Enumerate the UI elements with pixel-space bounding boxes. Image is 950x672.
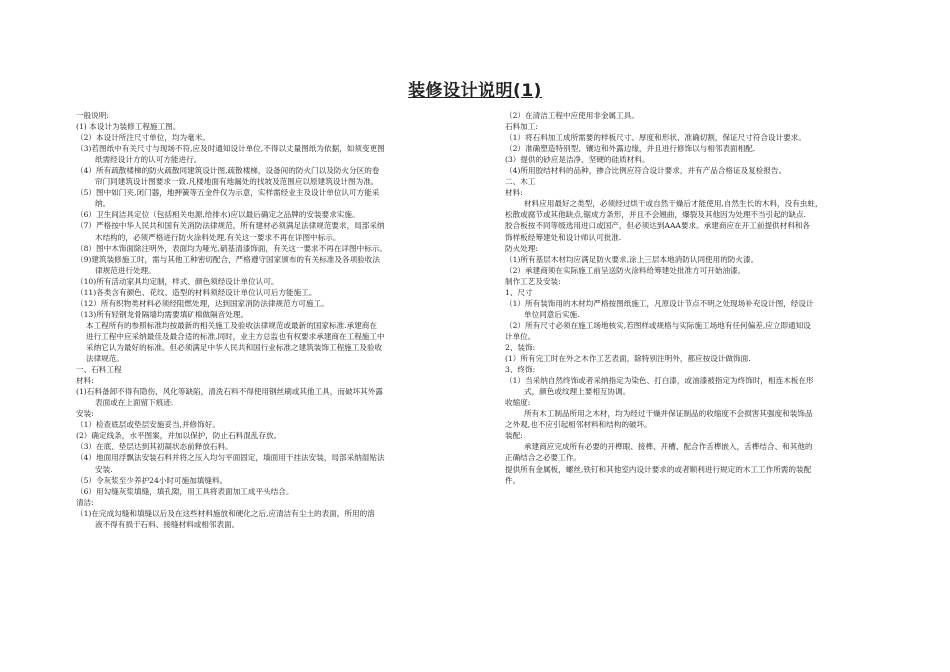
text-line: (1)石料备卸不得有隐伤，风化等缺陷，清洗石料不得使用钢丝刷或其他工具，而破坏其外露 (76, 387, 383, 397)
text-line: （1）将石料加工成所需要的样板尺寸、厚度和形状、准确切割，保证尺寸符合设计要求。 (505, 133, 806, 143)
text-line: （4）所有疏散楼梯的防火疏散同建筑设计图,疏散楼梯，设备间的防火门以及防火分区的卷 (76, 166, 380, 176)
text-line: （3）在底、垫层达到其初凝状态前释放石料。 (76, 442, 233, 452)
text-line: （2）承建商须在实际施工前呈送防火涂料给筹建处批准方可开始油漆。 (505, 265, 746, 275)
text-line: 所有木工制品所用之木材，均为经过干燥并保证制品的收缩度不会损害其强度和装饰品 (524, 409, 813, 419)
text-line: 单位同意后实施. (524, 309, 580, 319)
text-line: （2）准确塑造特别型、镶边和外露边缘，并且进行修饰以与相邻表面相配. (505, 144, 756, 154)
text-line: 材料应用最好之类型，必须经过烘干或自然干燥后才能使用,自然生长的木料，没有虫蛀， (524, 199, 823, 209)
text-line: （3)若图纸中有关尺寸与现场不符,应及时通知设计单位,不得以丈量图纸为依据，如须变更图 (76, 144, 385, 154)
text-line: 松散或腐节或其他缺点,锯成方条形，并且不会翘曲，爆裂及其他因为处理不当引起的缺点. (505, 210, 806, 220)
text-line: 采纳它认为最好的标准。但必须满足中华人民共和国行业标准之建筑装饰工程施工及验收 (86, 342, 383, 352)
document-title: 装修设计说明(1) (408, 81, 542, 101)
text-line: 进行工程中应采纳最佳及最合适的标准,同时，业主方总监也有权要求承建商在工程施工中 (86, 331, 385, 341)
text-line: （13)所有轻钢龙骨隔墙均需要填矿棉做隔音处理。 (76, 309, 249, 319)
text-line: 胶合板按不同等级选用进口或国产，但必须达到AAA要求。承建商应在开工前提供材料和各 (505, 221, 811, 231)
text-line: (2）确定线条，水平图案，并加以保护，防止石料混乱存放。 (76, 431, 282, 441)
text-line: 1、尺寸 (505, 287, 533, 297)
text-line: 液不得有损干石料、接缝材料或相邻表面。 (95, 519, 240, 529)
text-line: 提供所有金属板，螺丝,铁钉和其他室内设计要求的或者顺利进行规定的木工工作所需的装配 (505, 464, 812, 474)
text-line: 饰样板经筹建处和设计师认可批准. (505, 232, 622, 242)
text-line: 防火处理: (505, 243, 538, 253)
text-line: 纳。 (95, 199, 111, 209)
text-line: 之外观,也不应引起相邻材料和结构的破坏。 (505, 420, 652, 430)
text-line: （2）本设计所注尺寸单位，均为毫米。 (76, 133, 210, 143)
text-line: 帘门同建筑设计图要求一致.凡楼地面有地漏处的找坡及范围应以原建筑设计图为准。 (95, 177, 379, 187)
text-line: （11)各类含有颜色、花纹、造型的材料须经设计单位认可后方能施工。 (76, 287, 317, 297)
text-line: （1）所有装饰用的木材均严格按图纸施工，凡原设计节点不明之处现场补充设计图，经设计 (505, 298, 814, 308)
text-line: 纸需经设计方的认可方能进行。 (95, 155, 202, 165)
text-line: 安装: (76, 409, 94, 419)
text-line: （8）图中木饰面除注明外，表面均为哑光,硝基清漆饰面，有关这一要求不再在详图中标示。 (76, 243, 387, 253)
text-line: (3）提供的砂应是洁净、坚硬的硅质材料。 (505, 155, 650, 165)
text-line: 计单位。 (505, 331, 536, 341)
text-line: 制作工艺及安装: (505, 276, 561, 286)
left-column (76, 110, 489, 530)
text-line: 收缩度: (505, 398, 531, 408)
text-line: （12）所有织物类材料必须经阻燃处理，达到国家消防法律规范方可施工。 (76, 298, 329, 308)
text-line: 律规范进行处理。 (95, 265, 156, 275)
text-line: 石料加工: (505, 122, 538, 132)
text-line: 一般说明: (76, 111, 109, 120)
text-line: （1)在完成勾缝和填缝以后及在这些材料施放和硬化之后,应清洁有尘土的表面，所用的溶 (76, 508, 375, 518)
text-line: （4）地面用浮飘法安装石料并将之压入均匀平面固定，墙面用干挂法安装，局部采纳湿贴法 (76, 453, 385, 463)
text-line: 一、石料工程 (76, 365, 122, 375)
text-line: （1)所有基层木材均应满足防火要求,涂上三层本地消防认同使用的防火漆。 (505, 254, 759, 264)
text-line: （5）图中如门夹,闭门器，地押簧等五金件仅为示意，实样需经业主及设计单位认可方能采 (76, 188, 380, 198)
text-line: （7）严格按中华人民共和国有关消防法律规范，所有建材必须满足法律规范要求，局部采纳 (76, 221, 385, 231)
text-line: （1）检查底层或垫层安施妥当,并修饰好。 (76, 420, 220, 430)
text-line: （4)所用胶结材料的品种，掺合比例应符合设计要求，并有产品合格证及复检报告。 (505, 166, 787, 176)
text-line: 材料: (505, 188, 523, 198)
text-line: 式，颜色或纹理上要相互协调。 (524, 387, 631, 397)
text-line: 材料: (76, 376, 94, 386)
text-line: （1）当采纳自然终饰或者采纳指定为染色、打白漆，或油漆被指定为终饰时，相连木板在形 (505, 376, 814, 386)
text-line: (1）所有完工时在外之木作工艺表面，除特别注明外，都应按设计做饰面. (505, 354, 751, 364)
text-line: 清洁: (76, 497, 94, 507)
text-line: (1) 本设计为装修工程施工图。 (76, 122, 181, 132)
text-line: 件。 (505, 475, 521, 485)
right-column (505, 110, 889, 486)
text-line: （5）令灰浆至少养护24小时可施加填缝料。 (76, 475, 228, 485)
text-line: （2）所有尺寸必须在施工场地核实,若图样或规格与实际施工场地有任何偏差,应立即通知设 (505, 320, 811, 330)
text-line: 承建商应完成所有必要的开榫眼、接榫、开槽、配合作舌榫嵌入，舌榫结合、和其他的 (524, 442, 813, 452)
text-line: （9)建筑装修施工时，需与其他工种密切配合，严格遵守国家颁布的有关标准及各项验收法 (76, 254, 380, 264)
text-line: （10)所有活动家具均定制，样式、颜色须经设计单位认可。 (76, 276, 279, 286)
text-line: 本工程所有的参照标准均按最新的相关施工及验收法律规范或最新的国家标准.承建商在 (86, 320, 377, 330)
text-line: （6）用勾缝灰浆填缝，填孔隙，用工具将表面加工成平头结合。 (76, 486, 294, 496)
text-line: 木结构的，必须严格进行防火涂料处理,有关这一要求不再在详图中标示。 (95, 232, 341, 242)
text-line: 装配: (505, 431, 523, 441)
text-line: 二、木工 (505, 177, 536, 187)
text-line: 2、装饰: (505, 342, 536, 352)
text-line: 3、终饰: (505, 365, 536, 375)
text-line: （2）在清洁工程中应使用非金属工具。 (505, 111, 639, 120)
text-line: 正确结合之必要工作。 (505, 453, 581, 463)
text-line: 安装. (95, 464, 113, 474)
text-line: 表面或在上面留下痕迹. (95, 398, 174, 408)
text-line: （6）卫生间洁具定位（包括相关电源,给排水)应以最后确定之品牌的安装要求实施。 (76, 210, 360, 220)
text-line: 法律规范。 (86, 354, 124, 364)
